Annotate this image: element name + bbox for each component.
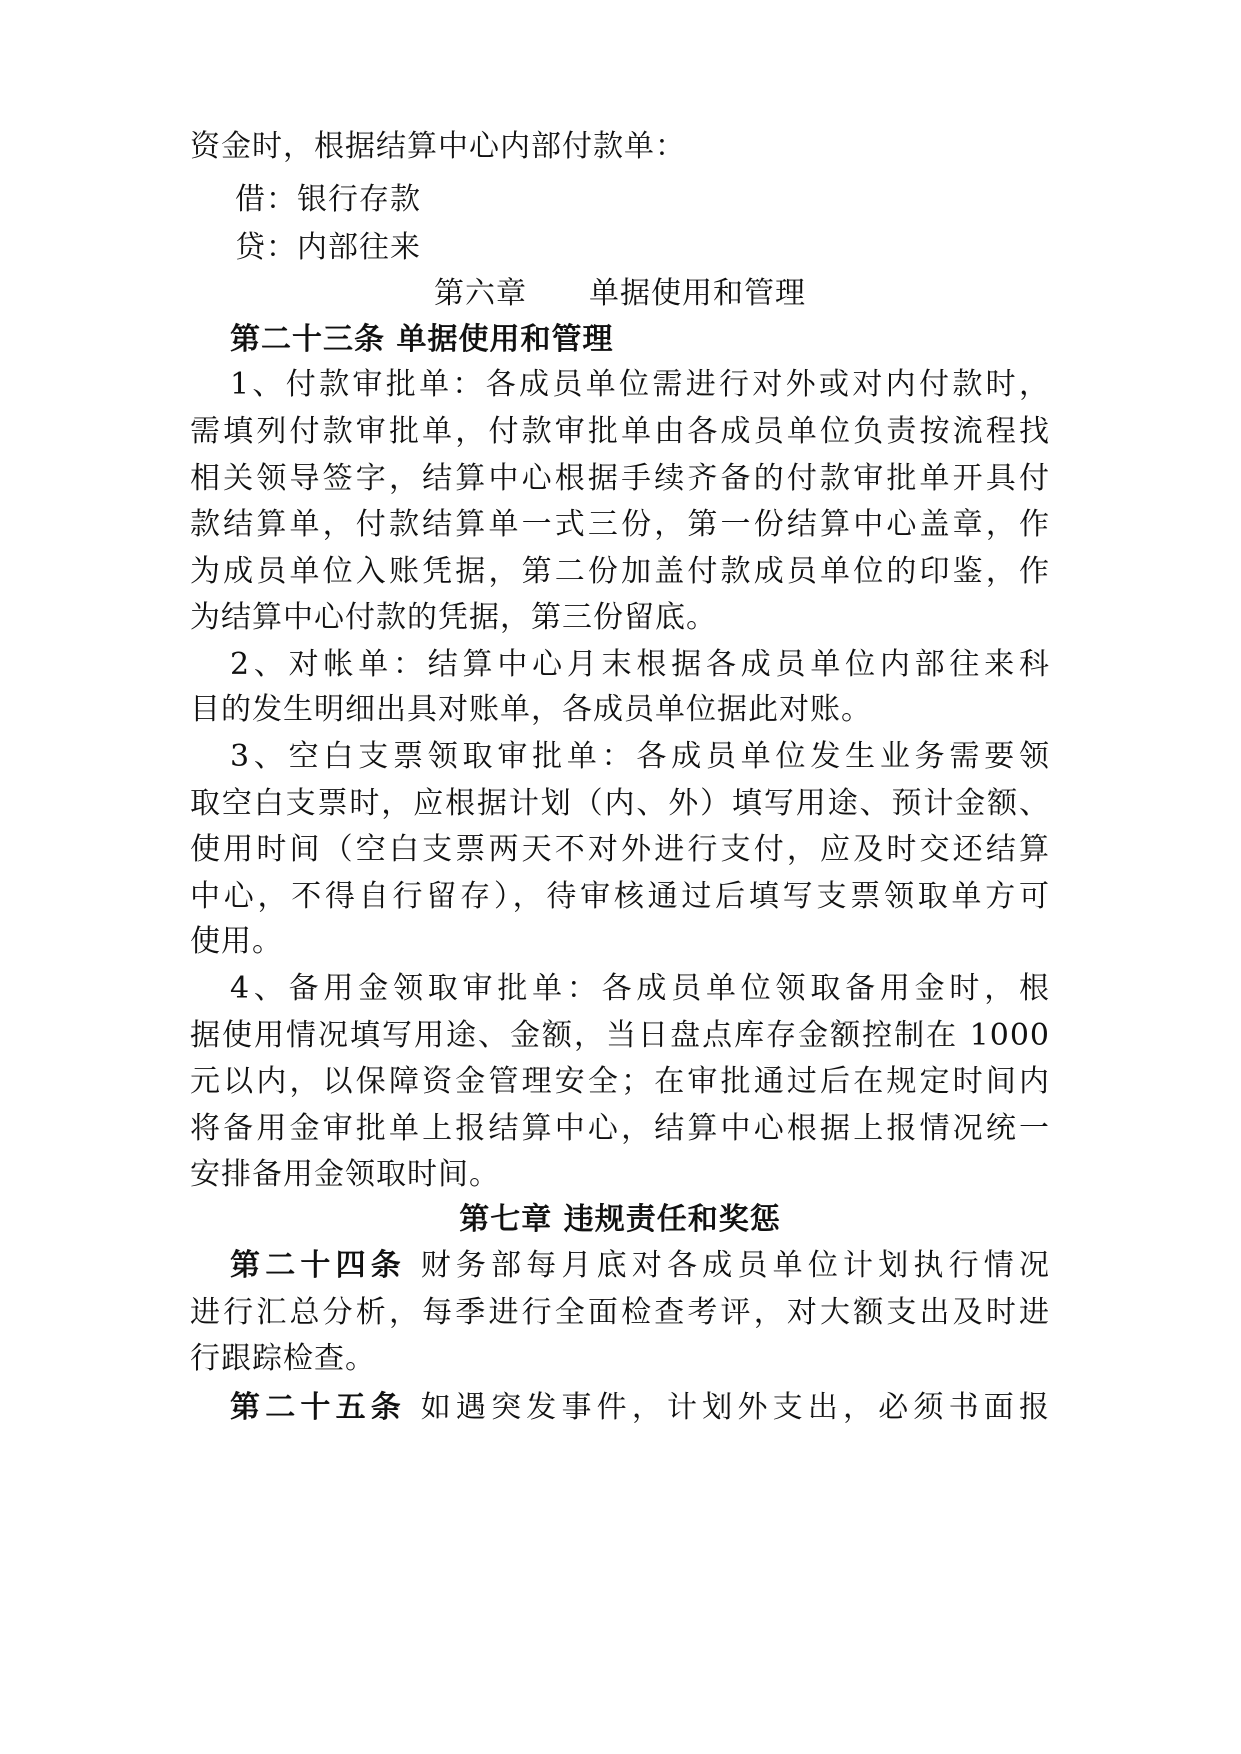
- paragraph-line: 资金时，根据结算中心内部付款单：: [190, 129, 686, 164]
- chapter-7-heading: 第七章 违规责任和奖惩: [459, 1202, 781, 1237]
- article-25-text: 如遇突发事件，计划外支出，必须书面报: [405, 1390, 1050, 1425]
- article-23-heading: 第二十三条 单据使用和管理: [230, 322, 614, 357]
- article-24-line: [230, 1246, 1050, 1286]
- paragraph-line: 4、备用金领取审批单：各成员单位领取备用金时，根: [230, 971, 1050, 1006]
- paragraph-line: 目的发生明细出具对账单，各成员单位据此对账。: [190, 692, 872, 727]
- paragraph-line: 为结算中心付款的凭据，第三份留底。: [190, 600, 717, 635]
- article-25-line: [230, 1388, 1050, 1428]
- paragraph-line: 3、空白支票领取审批单：各成员单位发生业务需要领: [230, 739, 1050, 774]
- paragraph-line: 1、付款审批单：各成员单位需进行对外或对内付款时，: [230, 367, 1050, 402]
- paragraph-line: 款结算单，付款结算单一式三份，第一份结算中心盖章，作: [190, 507, 1050, 542]
- paragraph-line: 安排备用金领取时间。: [190, 1157, 500, 1192]
- entry-debit: 借：银行存款: [235, 182, 421, 217]
- article-24-label: 第二十四条: [230, 1248, 406, 1283]
- article-25-label: 第二十五条: [230, 1390, 406, 1425]
- paragraph-line: 将备用金审批单上报结算中心，结算中心根据上报情况统一: [190, 1111, 1050, 1146]
- paragraph-line: 元以内，以保障资金管理安全；在审批通过后在规定时间内: [190, 1064, 1050, 1099]
- paragraph-line: 需填列付款审批单，付款审批单由各成员单位负责按流程找: [190, 414, 1050, 449]
- paragraph-line: 2、对帐单：结算中心月末根据各成员单位内部往来科: [230, 647, 1050, 682]
- entry-credit: 贷：内部往来: [235, 230, 421, 265]
- paragraph-line: 相关领导签字，结算中心根据手续齐备的付款审批单开具付: [190, 461, 1050, 496]
- paragraph-line: 进行汇总分析，每季进行全面检查考评，对大额支出及时进: [190, 1295, 1050, 1330]
- paragraph-line: 中心，不得自行留存），待审核通过后填写支票领取单方可: [190, 879, 1050, 914]
- article-24-text: 财务部每月底对各成员单位计划执行情况: [405, 1248, 1050, 1283]
- paragraph-line: 取空白支票时，应根据计划（内、外）填写用途、预计金额、: [190, 786, 1050, 821]
- paragraph-line: 为成员单位入账凭据，第二份加盖付款成员单位的印鉴，作: [190, 554, 1050, 589]
- paragraph-line: 使用。: [190, 924, 283, 959]
- paragraph-line: 使用时间（空白支票两天不对外进行支付，应及时交还结算: [190, 832, 1050, 867]
- paragraph-line: 据使用情况填写用途、金额，当日盘点库存金额控制在 1000: [190, 1018, 1050, 1053]
- chapter-6-heading: 第六章 单据使用和管理: [434, 276, 806, 311]
- paragraph-line: 行跟踪检查。: [190, 1341, 376, 1376]
